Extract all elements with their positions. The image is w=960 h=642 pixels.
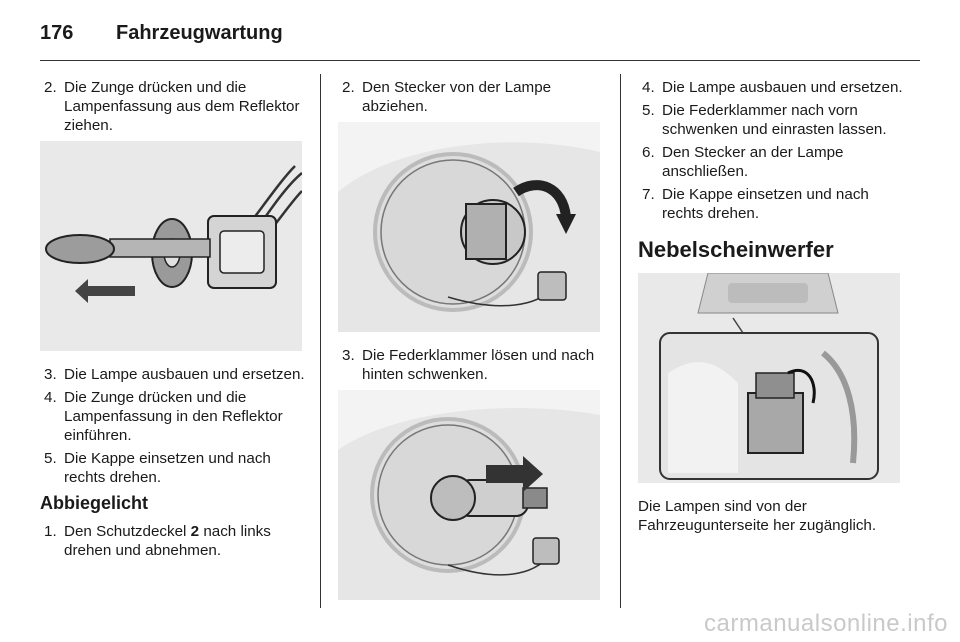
watermark: carmanualsonline.info: [704, 610, 948, 637]
step-text-pre: Den Schutzdeckel: [64, 523, 191, 540]
step-item: [638, 78, 908, 97]
step-list: [40, 522, 305, 560]
figure-fog-lamp: [638, 273, 900, 483]
step-item: [338, 346, 603, 384]
column-divider-2: [620, 74, 621, 608]
step-list: [40, 78, 305, 135]
step-number: 4.: [44, 389, 57, 406]
header-divider: [40, 60, 920, 61]
step-item: [638, 185, 908, 223]
step-text: Die Kappe einsetzen und nach rechts drehen.: [662, 186, 869, 222]
figure-connector-removal: [338, 122, 600, 332]
step-text: Den Stecker an der Lampe anschließen.: [662, 144, 844, 180]
figure-spring-clip: [338, 390, 600, 600]
step-number: 3.: [342, 347, 355, 364]
step-item: [40, 449, 305, 487]
paragraph-access-note: Die Lampen sind von der Fahrzeugunterseite her zugänglich.: [638, 498, 877, 534]
step-item: [638, 101, 908, 139]
column-1: [40, 78, 305, 564]
page-title: Fahrzeugwartung: [116, 22, 283, 44]
figure-bulb-socket-removal: [40, 141, 302, 351]
page-header: [40, 18, 920, 58]
column-3: [638, 78, 908, 535]
step-number: 5.: [642, 102, 655, 119]
step-text: Den Stecker von der Lampe abziehen.: [362, 79, 552, 115]
step-text: Die Lampe ausbauen und ersetzen.: [662, 79, 903, 96]
step-list: [40, 365, 305, 487]
column-2: [338, 78, 603, 600]
page-number: 176: [40, 22, 74, 44]
step-text: Die Federklammer lösen und nach hinten schwenken.: [362, 347, 595, 383]
step-item: [40, 522, 305, 560]
step-number: 4.: [642, 79, 655, 96]
step-item: [338, 78, 603, 116]
step-number: 2.: [44, 79, 57, 96]
step-text-post: nach links drehen und abnehmen.: [64, 523, 271, 559]
step-number: 3.: [44, 366, 57, 383]
step-text: Die Kappe einsetzen und nach rechts drehen.: [64, 450, 271, 486]
step-number: 7.: [642, 186, 655, 203]
column-divider-1: [320, 74, 321, 608]
step-text: Die Zunge drücken und die Lampenfassung in den Reflektor einführen.: [64, 389, 283, 444]
step-number: 1.: [44, 523, 57, 540]
step-text: Die Federklammer nach vorn schwenken und einrasten lassen.: [662, 102, 887, 138]
section-heading-nebelscheinwerfer: Nebelscheinwerfer: [638, 237, 834, 262]
step-item: [638, 143, 908, 181]
step-list: [338, 346, 603, 384]
step-text: Die Zunge drücken und die Lampenfassung aus dem Reflektor ziehen.: [64, 79, 300, 134]
step-text-bold: 2: [190, 523, 200, 540]
step-list: [638, 78, 908, 223]
step-list: [338, 78, 603, 116]
step-number: 2.: [342, 79, 355, 96]
step-item: [40, 365, 305, 384]
step-text: Die Lampe ausbauen und ersetzen.: [64, 366, 305, 383]
step-number: 5.: [44, 450, 57, 467]
step-item: [40, 388, 305, 445]
section-heading-abbiegelicht: Abbiegelicht: [40, 493, 149, 513]
step-item: [40, 78, 305, 135]
step-number: 6.: [642, 144, 655, 161]
